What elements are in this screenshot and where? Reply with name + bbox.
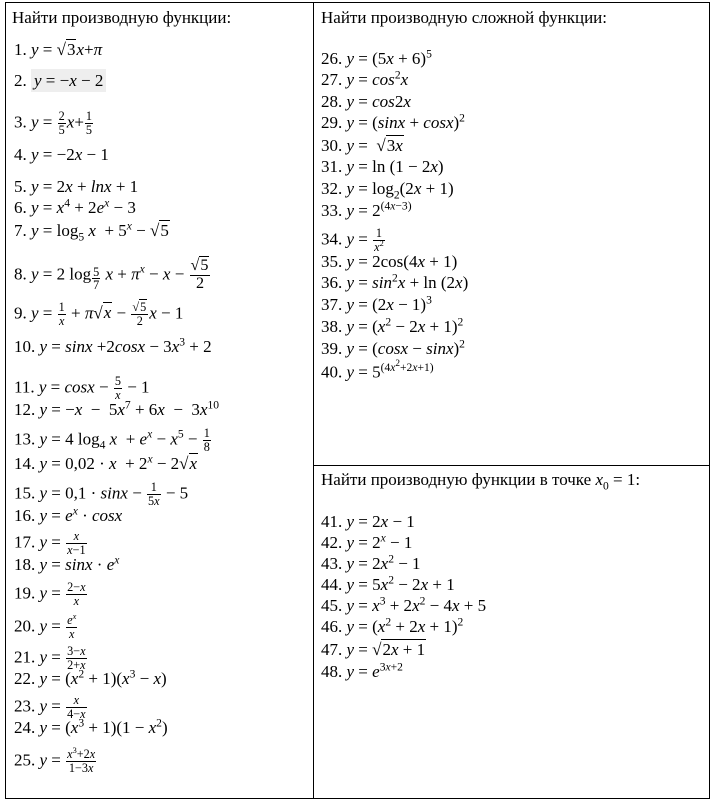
task-1: 1. y = √3x+π <box>14 40 103 59</box>
task-39: 39. $y = (\cos x - \sin x)^2$ <box>321 337 465 358</box>
left-header: Найти производную функции: <box>12 8 232 27</box>
task-43: 43. $y = 2x^2 - 1$ <box>321 552 421 573</box>
task-36: 36. $y = \sin^2x + \ln (2x)$ <box>321 271 469 292</box>
task-5: 5. y = 2x + lnx + 1 <box>14 177 139 196</box>
task-13: 13. y = 4 $\log_4 x + e^x - x^5$ − $\frac{1}{8}$ <box>14 426 210 454</box>
task-16: 16. $y = e^x \cdot \cos x$ <box>14 504 123 525</box>
task-41: 41. y = 2x − 1 <box>321 512 415 531</box>
task-40: 40. $y = 5^{(4x^2+2x+1)}$ <box>321 358 434 382</box>
task-10: 10. $y = \sin x +2\cos x - 3x^3 + 2$ <box>14 335 212 356</box>
task-2: 2. y = −x − 2 <box>14 72 106 89</box>
task-17: 17. y = $\frac{x}{x-1}$ <box>14 529 86 557</box>
task-24: 24. $y = (x^3 + 1)(1 - x^2)$ <box>14 716 168 737</box>
task-7: 7. $y = \log_5 x + 5^x - √5$ <box>14 219 169 244</box>
task-48: 48. $y = e^{3x+2}$ <box>321 660 403 681</box>
task-15: 15. y = 0,1 · sinx − $\frac{1}{5x}$ − 5 <box>14 480 189 508</box>
task-9: 9. y = $\frac{1}{x}$ + π√x − $\frac{√5}{2}$ x − 1 <box>14 300 184 328</box>
task-12: 12. $y = -x - 5x^7 + 6x - 3x^{10}$ <box>14 398 220 419</box>
column-divider <box>313 2 314 799</box>
task-42: 42. $y = 2^x - 1$ <box>321 531 413 552</box>
task-11: 11. y = cosx − $\frac{5}{x}$ − 1 <box>14 374 150 402</box>
task-14: 14. $y = 0,02 \cdot x + 2^x - 2√x$ <box>14 452 198 473</box>
task-45: 45. $y = x^3 + 2x^2 - 4x + 5$ <box>321 594 487 615</box>
task-27: 27. $y = \cos^2x$ <box>321 68 409 89</box>
task-46: 46. $y = (x^2 + 2x + 1)^2$ <box>321 615 464 636</box>
task-29: 29. $y = (\sin x + \cos x)^2$ <box>321 111 465 132</box>
task-32: 32. $y = \log_2(2x + 1)$ <box>321 179 454 202</box>
task-20: 20. y = $\frac{e^x}{x}$ <box>14 611 77 641</box>
task-23: 23. y = $\frac{x}{4-x}$ <box>14 693 86 721</box>
row-divider <box>313 465 710 466</box>
task-8: 8. y = 2 log $\frac{5}{7}$ $x + \pi^x - x$ − $\frac{√5}{2}$ <box>14 257 209 293</box>
task-34: 34. y = $\frac{1}{x^2}$ <box>321 226 384 254</box>
task-47: 47. y = √2x + 1 <box>321 640 426 659</box>
right-bottom-header: Найти производную функции в точке $x_0 = 1$: <box>321 470 641 493</box>
task-26: 26. $y = (5x + 6)^5$ <box>321 47 432 68</box>
task-21: 21. y = $\frac{3-x}{2+x}$ <box>14 644 86 672</box>
task-6: 6. $y = x^4 + 2e^x - 3$ <box>14 196 136 217</box>
task-18: 18. $y = \sin x \cdot e^x$ <box>14 553 120 574</box>
task-4: 4. y = −2x − 1 <box>14 145 109 164</box>
task-38: 38. $y = (x^2 - 2x + 1)^2$ <box>321 315 464 336</box>
task-25: 25. y = $\frac{x^3+2x}{1-3x}$ <box>14 745 96 775</box>
task-3: 3. y = $\frac{2}{5}$ x+ $\frac{1}{5}$ <box>14 109 93 137</box>
task-19: 19. y = $\frac{2-x}{x}$ <box>14 580 86 608</box>
task-31: 31. y = ln (1 − 2x) <box>321 157 444 176</box>
right-top-header: Найти производную сложной функции: <box>321 8 607 27</box>
task-30: 30. y = √3x <box>321 136 403 155</box>
task-35: 35. y = 2cos(4x + 1) <box>321 252 458 271</box>
task-37: 37. $y = (2x - 1)^3$ <box>321 293 432 314</box>
task-33: 33. $y = 2^{(4x-3)}$ <box>321 199 412 220</box>
task-22: 22. $y = (x^2 + 1)(x^3 - x)$ <box>14 667 167 688</box>
task-28: 28. y = cos2x <box>321 92 411 111</box>
task-44: 44. $y = 5x^2 - 2x + 1$ <box>321 573 455 594</box>
